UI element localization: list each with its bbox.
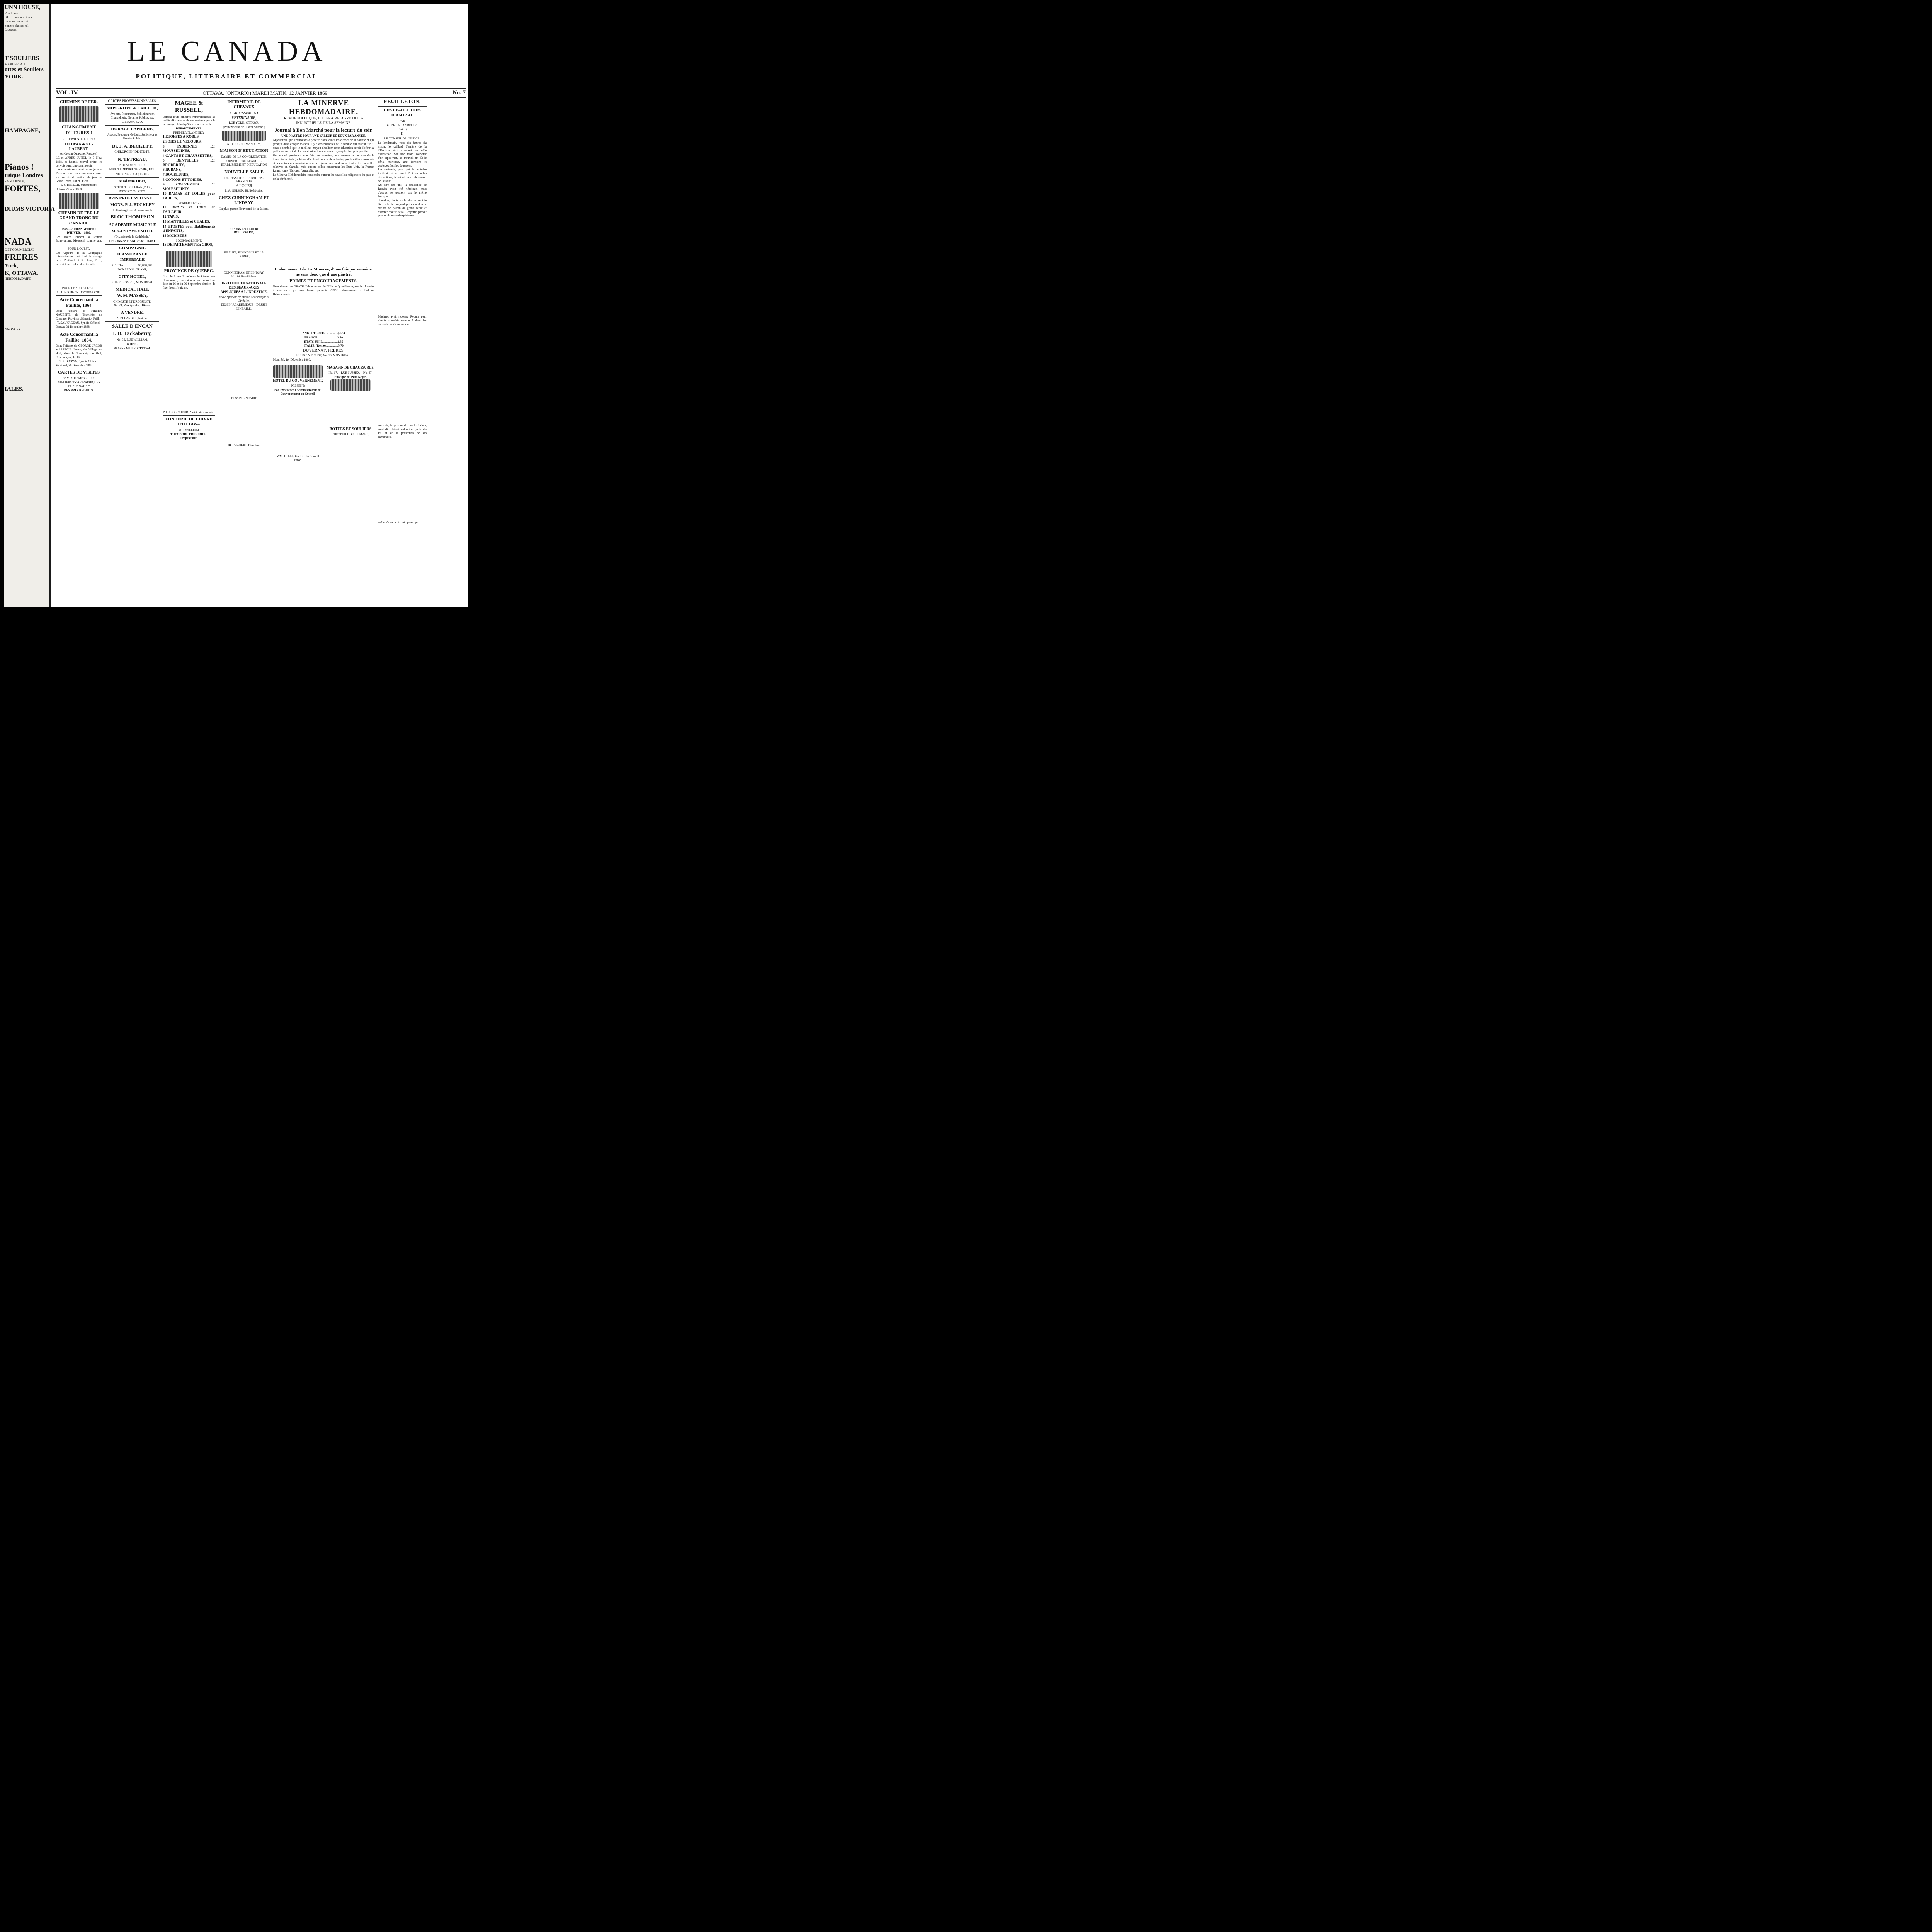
strip-line: FRERES (5, 252, 38, 262)
price-line: ETATS-UNIS....................1.35 (304, 340, 343, 344)
shop-sign-engraving (330, 379, 371, 391)
strip-line: NADA (5, 236, 32, 247)
card-heading: W. M. MASSEY, (117, 293, 148, 298)
card-heading: A VENDRE. (121, 310, 144, 315)
ad-line: BOTTES ET SOULIERS (329, 427, 372, 432)
card-text: CHIMISTE ET DROGUISTE, (113, 299, 151, 303)
card-heading: SALLE D'ENCAN (112, 323, 153, 329)
ad-heading: CHEMIN DE FER LE GRAND TRONC DU CANADA. (58, 210, 100, 226)
ad-heading: MAISON D'EDUCATION (219, 148, 269, 153)
ad-heading: MAGASIN DE CHAUSSURES, (327, 365, 374, 369)
ad-line: ETABLISSEMENT D'EDUCATION (221, 163, 267, 167)
ad-line: CUNNINGHAM ET LINDSAY, (224, 270, 264, 274)
ad-line: La plus grande Nouveauté de la Saison. (219, 207, 269, 211)
newspaper-title: LE CANADA (127, 36, 327, 67)
column-magee-russell (161, 99, 217, 603)
ad-heading: Journal à Bon Marché pour la lecture du soir. (274, 127, 373, 133)
card-text: Bachelière ès-Lettres. (119, 189, 146, 193)
notice-date: Montréal, 30 Décembre 1868. (56, 364, 93, 367)
card-text: Avocats, Procureurs, Solliciteurs en Chancellerie, Notaires Publics, etc. (110, 112, 155, 120)
ad-text: Offrent leurs sincères remerciements au public d'Ottawa et de ses environs pour le patronage libéral qu'ils leur ont accordé. (163, 115, 215, 126)
ad-line: REVUE POLITIQUE, LITTERAIRE, AGRICOLE & INDUSTRIELLE DE LA SEMAINE. (284, 117, 364, 125)
section-heading: CARTES PROFESSIONNELLES. (108, 99, 157, 103)
ad-text: Les convois sont ainsi arrangés afin d'assurer une correspondance avec les convois de nuit et de jour du Grand Tronc, Est et Ouest. (56, 168, 102, 183)
card-text: CAPITAL.................$9,000,000 (112, 264, 153, 267)
department-item: 12 TAPIS, (163, 215, 179, 219)
ad-line: PREMIER ETAGE. (176, 201, 202, 205)
ad-line: DES PRIX REDUITS. (64, 388, 94, 392)
notice-text: Son Excellence l'Administrateur du Gouvernement en Conseil. (274, 388, 321, 396)
card-text: NOTAIRE PUBLIC, (119, 163, 145, 167)
department-item: 14 ETOFFES pour Habillements d'ENFANTS, (163, 224, 215, 233)
department-item: 2 SOIES ET VELOURS, (163, 139, 202, 144)
card-heading: M. GUSTAVE SMITH, (111, 228, 153, 233)
story-text: —On n'appelle Requin parce que (378, 520, 419, 524)
strip-line: procurer un assort (5, 19, 29, 23)
notice-text: Dans l'affaire de FIRMIN NAUBERT, du Township de Clarence, Province d'Ontario, Failli. (56, 309, 102, 320)
ad-line: Ecole Spéciale de Dessin Académique et Linéaire. (219, 295, 269, 303)
notice-signature: PH. J. JOLICOEUR, Assistant-Secrétaire. (163, 410, 215, 414)
story-line: (Suite.) (398, 128, 407, 131)
story-text: Le lendemain, vers dix heures du matin, le gaillard d'arrière de la Cléopâtre était converti en salle d'audience. Sur une table, couverte d'un tapis vert, se trouvait un Code pénal maritime, une écritoire et quelques feuilles de papier. (378, 141, 427, 167)
strip-line: usique Londres (5, 172, 43, 179)
strip-line: KETT annonce à ses (5, 15, 32, 19)
card-text: No. 36, RUE WILLIAM, (116, 338, 148, 342)
story-text: Madurec avait reconnu Requin pour s'avoir autrefois rencontré dans les cabarets de Recouvrance. (378, 315, 427, 326)
notice-text: Dans l'affaire de GEORGE JACOB MARSTON, Junior, du Village de Hull, dans le Township de Hull, Commerçant, Failli. (56, 344, 102, 359)
card-heading: N. TETREAU, (117, 156, 147, 162)
ad-line: DESSIN LINEAIRE (231, 396, 257, 400)
ad-heading: LA MINERVE HEBDOMADAIRE. (289, 99, 359, 116)
story-text: Les matelots, pour qui le moindre incident est un sujet d'interminables distractions, faisaient un cercle autour de la table. (378, 168, 427, 183)
card-text: PROVINCE DE QUEBEC. (115, 172, 150, 176)
department-item: 15 MODISTES. (163, 234, 188, 238)
ad-line: DAMES ET MESSIEURS (62, 376, 95, 380)
article-text: Aujourd'hui que l'éducation a pénétré dans toutes les classes de la société et que presque dans chaque maison, il y a des membres de la famille qui savent lire, il nous a semblé que le meilleur moyen d'utiliser cette éducation serait d'offrir au public un recueil de lectures instructives, amusantes, au plus bas prix possible. (273, 138, 374, 153)
ad-line: ATELIERS TYPOGRAPHIQUES DU "CANADA," (57, 381, 100, 388)
card-text: INSTITUTRICE FRANÇAISE, (112, 185, 152, 189)
train-engraving (59, 106, 99, 122)
issue-number: No. 7 (452, 90, 466, 96)
department-item: 10 DAMAS ET TOILES pour TABLES, (163, 192, 215, 201)
ad-line: RUE ST. VINCENT, No. 16, MONTREAL. (296, 354, 351, 357)
ad-line: THEODORE FRIDERICK, Propriétaire. (170, 432, 207, 440)
strip-line: HAMPAGNE, (5, 127, 40, 134)
card-text: OTTAWA, C. O. (122, 120, 143, 124)
ad-heading: PRIMES ET ENCOURAGEMENTS. (289, 278, 358, 283)
ad-date: Ottawa, 27 nov 1868 (56, 187, 82, 191)
price-line: ITALIE, (Rome)................3.70 (304, 344, 344, 348)
story-title: LES EPAULETTES D'AMIRAL (384, 108, 421, 118)
ad-text: Les Trains laissent la Station Bonaventure, Montréal, comme suit:— (56, 235, 102, 247)
strip-line: IALES. (5, 386, 24, 392)
notice-heading: PROVINCE DE QUEBEC. (164, 268, 214, 273)
ad-line: 1868.—ARRANGEMENT D'HIVER.—1869. (61, 227, 97, 235)
ad-line: (Porte voisine de l'Hôtel Salmon.) (223, 125, 265, 129)
adjacent-page-strip (4, 4, 55, 607)
ad-line: SOUS-BASEMENT. (176, 239, 202, 243)
card-heading: D'ASSURANCE IMPERIALE (117, 252, 148, 262)
ad-line: DESSIN ACADEMIQUE—DESSIN LINEAIRE. (221, 303, 267, 311)
notice-signature: WM. H. LEE, Greffier du Conseil Privé. (277, 454, 319, 462)
ad-heading: MAGEE & RUSSELL, (175, 100, 203, 114)
ad-line: BEAUTE, ECONOMIE ET LA DUREE, (224, 251, 264, 258)
ad-line: RUE YORK, OTTAWA, (229, 121, 259, 125)
notice-signature: T. SAUVAGEAU, Syndic Officiel. (57, 321, 100, 325)
ad-line: POUR LE SUD ET L'EST. (62, 286, 96, 290)
column-feuilleton (376, 99, 428, 603)
card-text: DONALD M. GRANT, (117, 267, 147, 271)
ad-line: RUE WILLIAM. (178, 428, 200, 432)
ad-heading: INSTITUTION NATIONALE DES BEAUX-ARTS APPLIQUES A L'INDUSTRIE. (220, 281, 268, 294)
ad-heading: CHANGEMENT D'HEURES ! (61, 124, 96, 136)
story-text: Au reste, la question de tous les élèves, Austerlitz faisait volontiers partie du Ier. et de la protection de ses camarades. (378, 423, 427, 439)
column-railways (54, 99, 104, 603)
ad-heading: CARTES DE VISITES (58, 370, 100, 375)
card-text: BASSE - VILLE, OTTAWA. (114, 346, 151, 350)
article-text: La Minerve Hebdomadaire contiendra surtout les nouvelles religieuses du pays et de la chrétienté. (273, 173, 374, 180)
strip-line: E ET COMMERCIAL (5, 247, 35, 252)
card-heading: MEDICAL HALL (116, 287, 149, 292)
column-professional-cards (104, 99, 161, 603)
strip-line: Rue Sussex. (5, 11, 21, 15)
card-heading: Dr. J. A. BECKETT, (112, 143, 153, 149)
article-text: Nous donnerons GRATIS l'abonnement de l'Edition Quotidienne, pendant l'année, à tous ceux qui nous feront parvenir VINGT abonnements à l'Edition Hebdomadaire. (273, 285, 374, 296)
ad-line: DE L'INSTITUT CANADIEN-FRANCAIS (224, 176, 264, 184)
ad-line: L. A. GRISON, Bibliothécaire. (224, 189, 264, 193)
strip-line: York, (5, 262, 19, 269)
department-item: 1 ETOFFES A ROBES, (163, 135, 200, 139)
ad-line: Enseigne du Petit Nègre. (334, 375, 367, 379)
card-heading: AVIS PROFESSIONNEL. (108, 196, 156, 201)
department-item: 6 RUBANS, (163, 168, 182, 172)
masthead (55, 37, 399, 80)
ad-line: No. 67,—RUE SUSSEX,—No. 67, (328, 371, 372, 374)
notice-heading: HOTEL DU GOUVERNEMENT, (273, 378, 323, 383)
coat-of-arms-engraving (273, 365, 323, 378)
ad-date: Montréal, 1er Décembre 1868. (273, 358, 311, 362)
ad-line: A LOUER (236, 184, 252, 188)
article-text: Un journal paraissant une fois par semaine, et contenant au moyen de la transmission télégraphique d'un bout du monde à l'autre, par le câble sous-marin et les autres communications de ce genre non seulement toutes les nouvelles relatives au Canada, mais encore celles concernant les Etats-Unis, la France, Rome, toute l'Europe, l'Australie, etc. (273, 154, 374, 173)
coat-of-arms-engraving (166, 251, 212, 267)
ad-heading: FONDERIE DE CUIVRE D'OTTAWA (165, 417, 213, 427)
ad-line: JUPONS EN FEUTRE BOULEVARD, (229, 227, 259, 235)
strip-line: Liqueurs, (5, 27, 17, 32)
card-text: A. BELANGER, Notaire. (116, 316, 148, 320)
notice-signature: T. S. BROWN, Syndic Officiel. (59, 359, 99, 363)
card-text: WHITE, (126, 342, 138, 346)
ad-line: CHEMIN DE FER (63, 136, 95, 141)
volume-label: VOL. IV. (56, 90, 79, 96)
department-item: 5 DENTELLES ET BRODERIES, (163, 159, 215, 167)
train-engraving (59, 193, 99, 209)
card-text: CHIRURGIEN-DENTISTE. (114, 150, 150, 154)
ad-signature: T. S. DETLOR, Surintendant. (60, 183, 97, 187)
ad-line: A. O. F. COLEMAN, C. V., (227, 142, 261, 146)
card-text: Près du Bureau de Poste, Hull (109, 167, 156, 172)
department-item: 3 INDIENNES ET MOUSSELINES, (163, 145, 215, 153)
story-text: Toutefois, l'opinion la plus accréditée était celle de Cagnard qui, en sa double qualité de patron du grand canot et d'ancien maître de la Cléopâtre, passait pour un homme d'expérience. (378, 199, 427, 218)
strip-line: NNONCES. (5, 327, 21, 331)
price-line: ANGLETERRE..................$1.30 (302, 332, 345, 335)
section-heading: FEUILLETON. (384, 99, 421, 105)
ad-heading: INFIRMERIE DE CHEVAUX (227, 100, 261, 110)
strip-line: HEBDOMADAIRE (5, 277, 31, 281)
strip-line: MARCHE, AU (5, 62, 25, 66)
department-item: 16 DEPARTEMENT En GROS, (163, 243, 213, 247)
ad-heading: L'abonnement de La Minerve, d'une fois par semaine, ne sera donc que d'une piastre. (274, 267, 373, 277)
ad-line: ETABLISSEMENT VETERINAIRE, (230, 111, 259, 120)
department-item: 4 GANTS ET CHAUSSETTES, (163, 154, 213, 158)
story-text: Au dire des uns, la résistance de Requin avait été héroïque, mais d'autres ne tenaient pas le même langage. (378, 183, 427, 198)
card-text: No. 28, Rue Sparks, Ottawa. (114, 304, 151, 308)
notice-text: Il a plu à son Excellence le Lieutenant-Gouverneur, par minutes en conseil en date du 26 et du 30 Septembre dernier, de fixer le tarif suivant. (163, 274, 215, 290)
card-heading: COMPAGNIE (119, 245, 146, 250)
price-line: FRANCE..........................3.70 (304, 335, 343, 339)
story-line: PAR (399, 119, 405, 123)
card-heading: BLOCTHOMPSON (111, 213, 154, 219)
section-heading: CHEMINS DE FER. (60, 100, 98, 104)
story-author: G. DE LA LANDELLE. (387, 123, 418, 127)
strip-line: ottes et Souliers (5, 66, 44, 73)
dateline-bar (56, 88, 466, 98)
card-text: (Organiste de la Cathédrale,) (114, 235, 150, 239)
story-line: LE CONSEIL DE JUSTICE. (384, 137, 420, 141)
department-item: 7 DOUBLURES, (163, 173, 189, 177)
ad-signature: C. J. BRYDGES, Directeur-Gérant (57, 290, 100, 294)
dateline-text: OTTAWA, (ONTARIO) MARDI MATIN, 12 JANVIER 1869. (202, 90, 329, 96)
card-heading: MONS. P. J. BUCKLEY (110, 202, 155, 207)
department-item: 8 COTONS ET TOILES, (163, 178, 202, 182)
department-item: 13 MANTILLES et CHALES, (163, 219, 210, 224)
ad-signature: DUVERNAY, FRERES, (303, 348, 345, 353)
ad-text: LE et APRES LUNDI, le 3 Nov. 1868, et jusqu'à nouvel ordre les convois partiront comme suit:— (56, 156, 102, 167)
card-text: LECONS de PIANO et de CHANT (109, 239, 156, 243)
newspaper-page (4, 4, 468, 607)
strip-line: K, OTTAWA. (5, 270, 38, 276)
notice-heading: Acte Concernant la Faillite, 1864. (60, 332, 98, 343)
card-heading: CITY HOTEL, (118, 274, 146, 279)
notice-heading: Acte Concernant la Faillite, 1864 (60, 297, 98, 308)
card-heading: I. B. Tackaberry, (113, 331, 152, 337)
card-heading: ACADEMIE MUSICALE (108, 222, 156, 227)
ad-signature: JH. CHABERT, Directeur. (228, 443, 260, 447)
strip-line: T SOULIERS (5, 55, 39, 61)
ad-line: PREMIER PLANCHER. (173, 131, 205, 134)
ad-line: DAMES DE LA CONGREGATION. (221, 155, 267, 158)
ad-line: No. 14, Rue Rideau. (231, 275, 257, 279)
card-text: Avocat, Procureur-ès-Lois, Solliciteur et Notaire Public, (107, 133, 158, 140)
strip-line: Pianos ! (5, 162, 34, 172)
notice-text: PRESENT: (291, 384, 305, 388)
ad-heading: CHEZ CUNNINGHAM ET LINDSAY. (219, 195, 269, 206)
ad-signature: THEOPHILE BELLEMARE, (332, 432, 369, 436)
card-heading: Madame Huet, (119, 179, 146, 184)
card-heading: MOSGROVE & TAILLON, (107, 105, 158, 111)
story-line: II (401, 132, 404, 136)
card-text: A déménagé son Bureau dans le (112, 208, 152, 212)
department-item: 9 COUVERTES ET MOUSSELINES (163, 183, 215, 191)
ad-line: OTTAWA & ST.-LAURENT. (65, 142, 93, 151)
ad-line: POUR L'OUEST. (68, 247, 90, 250)
ad-line: UNE PIASTRE POUR UNE VALEUR DE DEUX PAR ANNEE. (281, 134, 366, 138)
strip-line: DIUMS VICTORIA (5, 206, 55, 212)
column-notices (217, 99, 271, 603)
strip-line: FORTES, (5, 184, 41, 194)
ad-text: Les Vapeurs de la Compagnie Internationale, qui font le voyage entre Portland et St. Jean, N.B., partent tous les Lundis et Jeudis. (56, 251, 102, 266)
ad-line: (ci-devant Ottawa et Prescott) (60, 152, 97, 156)
newspaper-subtitle: POLITIQUE, LITTERAIRE ET COMMERCIAL (136, 73, 318, 80)
strip-line: SA MAJESTE, (5, 179, 25, 183)
ad-heading: NOUVELLE SALLE (224, 170, 264, 175)
notice-date: Ottawa, 31 Décembre 1868. (56, 325, 90, 329)
card-text: RUE ST. JOSEPH, MONTREAL (111, 280, 153, 284)
strip-line: bonnes choses, tel (5, 23, 29, 27)
ad-line: DEPARTEMENTS. (176, 126, 202, 130)
card-heading: HORACE LAPIERRE, (111, 126, 154, 131)
department-item: 11 DRAPS et Effets de TAILLEUR, (163, 206, 215, 214)
ad-line: OUVERT UNE BRANCHE (226, 159, 262, 163)
strip-line: YORK. (5, 74, 24, 80)
horse-engraving (222, 131, 266, 141)
strip-line: UNN HOUSE, (5, 4, 41, 10)
column-minerve (271, 99, 376, 603)
